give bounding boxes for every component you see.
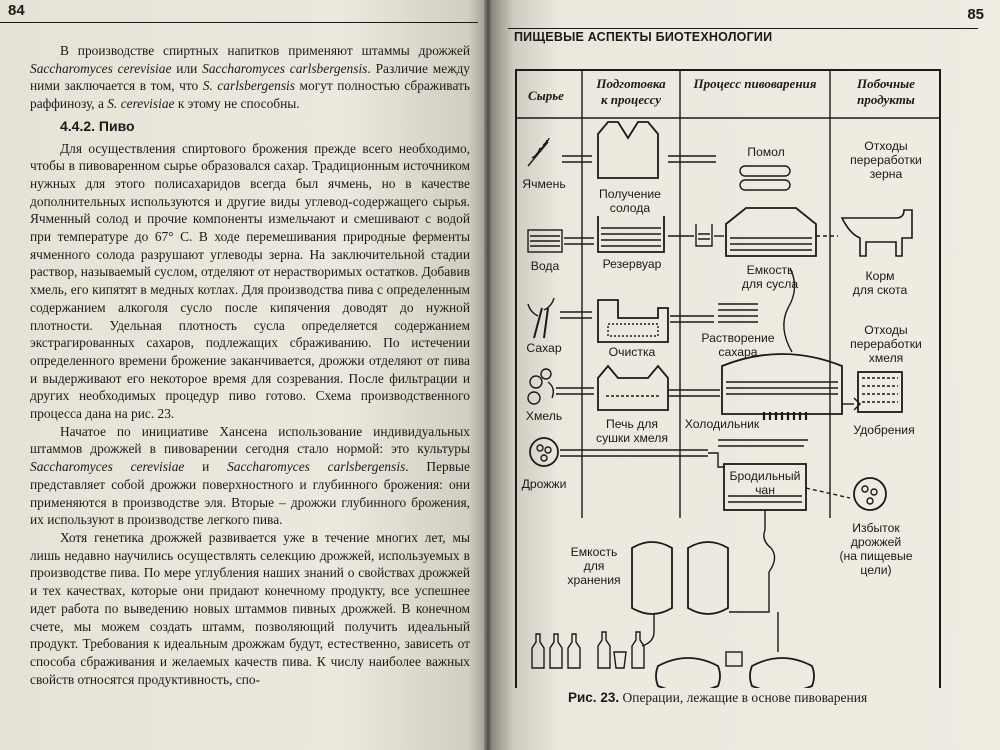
keg-icon	[726, 652, 742, 666]
species-name: S. carlsbergensis	[202, 78, 295, 94]
process-label-milling: Помол	[747, 145, 785, 159]
species-name: Saccharomyces carlsbergensis	[227, 459, 406, 475]
raw-label-hops: Хмель	[525, 409, 563, 423]
page-number-left: 84	[8, 2, 25, 19]
prep-label-malting: Получение	[599, 187, 661, 201]
caption-text: Операции, лежащие в основе пивоварения	[619, 690, 868, 705]
prep-label-hop-kiln: сушки хмеля	[595, 431, 669, 445]
body-paragraph-2	[30, 423, 470, 529]
byproduct-label-feed: Корм	[865, 269, 895, 283]
intro-text: или	[171, 60, 203, 76]
column-header-byproducts: продукты	[857, 92, 915, 107]
figure-caption	[568, 690, 988, 706]
prep-label-hop-kiln: Печь для	[605, 417, 659, 431]
process-label-fermenter: Бродильный	[729, 469, 801, 483]
prep-label-purification: Очистка	[608, 345, 656, 359]
intro-text: к этому не способны.	[174, 96, 300, 112]
process-label-storage: Емкость	[570, 545, 618, 559]
header-rule-left	[0, 22, 478, 23]
byproduct-label-grain-waste: Отходы	[864, 139, 908, 153]
byproduct-label-excess-yeast: дрожжей	[850, 535, 902, 549]
column-header-byproducts: Побочные	[857, 76, 915, 91]
storage-tank-icon	[688, 542, 728, 614]
diagram-canvas	[508, 48, 978, 688]
byproduct-label-hop-waste: хмеля	[868, 351, 904, 365]
species-name: Saccharomyces cerevisiae	[30, 60, 172, 76]
column-header-process: Процесс пивоварения	[693, 76, 817, 91]
small-water-tank-icon	[696, 224, 712, 246]
intro-text: могут полностью сбраживать раффинозу, а	[30, 78, 470, 112]
flow-line	[806, 488, 850, 498]
process-label-dissolution: сахара	[718, 345, 758, 359]
brew-kettle-icon	[722, 354, 842, 414]
column-header-prep: Подготовка	[596, 76, 666, 91]
paragraph-text: Начатое по инициативе Хансена использование индивидуальных штаммов дрожжей в пивоварении сегодня стало нормой: это культуры	[30, 423, 470, 457]
page-number-right: 85	[967, 6, 984, 23]
wavy-pipe	[642, 614, 654, 646]
process-label-wort-vessel: Емкость	[746, 263, 794, 277]
reservoir-icon	[598, 216, 664, 252]
column-header-prep: к процессу	[600, 92, 662, 107]
prep-label-reservoir: Резервуар	[602, 257, 662, 271]
arrow-head	[854, 398, 860, 410]
raw-label-sugar: Сахар	[526, 341, 562, 355]
barley-icon	[528, 138, 549, 166]
byproduct-label-excess-yeast: (на пищевые	[839, 549, 913, 563]
byproduct-label-hop-waste: переработки	[850, 337, 922, 351]
cow-icon	[842, 210, 912, 256]
process-label-storage: для	[583, 559, 605, 573]
yeast-icon	[530, 438, 558, 466]
paragraph-text: . Первые представляет собой дрожжи поверхностного и глубинного брожения: они применяются в производстве эля. Вторые – дрожжи глубинного брожения, их используют в производстве легкого пива.	[30, 459, 470, 528]
running-head: ПИЩЕВЫЕ АСПЕКТЫ БИОТЕХНОЛОГИИ	[514, 30, 773, 44]
barrel-icon	[656, 658, 720, 688]
byproduct-label-hop-waste: Отходы	[864, 323, 908, 337]
byproduct-label-grain-waste: переработки	[850, 153, 922, 167]
prep-label-malting: солода	[609, 201, 651, 215]
raw-label-barley: Ячмень	[522, 177, 566, 191]
mill-rollers-icon	[740, 166, 790, 190]
species-name: S. cerevisiae	[107, 96, 175, 112]
storage-tank-icon	[632, 542, 672, 614]
intro-paragraph	[30, 42, 470, 113]
wavy-pipe	[729, 510, 775, 612]
process-label-cooler: Холодильник	[684, 417, 760, 431]
body-paragraph-1: Для осуществления спиртового брожения прежде всего необходимо, чтобы в пивоваренном сырье образовался сахар. Традиционным источником нужных для этого полисахаридов всегда был ячмень, но в качестве дополнительных используются и другие виды углевод-содержащего сырья. Ячменный солод и прочие компоненты измельчают и смешивают с водой при температуре до 67° С. В ходе перемешивания природные ферменты ячменного солода разрушают углеводы зерна. На заключительной стадии раствор, называемый суслом, отделяют от нерастворимых остатков. Добавив хмель, его кипятят в медных котлах. Для производства пива с определенным содержанием алкоголя сусло после кипячения доводят до нужной плотности. Удельная плотность сусла определяется содержанием экстрагированных сахаров, подлежащих сбраживанию. По истечении определенного времени брожение заканчивается, дрожжи отделяют от пива и выдерживают его некоторое время для созревания. После фильтрации и других необходимых процедур пиво готово. Схема производственного процесса дана на рис. 23.	[30, 140, 470, 422]
hops-icon	[528, 369, 553, 404]
water-icon	[528, 230, 562, 252]
raw-label-water: Вода	[530, 259, 560, 273]
section-heading: 4.4.2. Пиво	[60, 117, 135, 134]
byproduct-label-feed: для скота	[852, 283, 908, 297]
right-page	[488, 0, 1000, 750]
header-rule-right	[508, 28, 978, 29]
sugar-cane-icon	[528, 298, 554, 338]
left-page	[0, 0, 488, 750]
paragraph-text: и	[184, 459, 228, 475]
process-label-fermenter: чан	[755, 483, 775, 497]
book-gutter	[484, 0, 492, 750]
byproduct-label-grain-waste: зерна	[869, 167, 903, 181]
process-label-wort-vessel: для сусла	[741, 277, 799, 291]
species-name: Saccharomyces cerevisiae	[30, 459, 185, 475]
wort-vessel-icon	[726, 208, 816, 256]
intro-text: . Различие между ними заключается в том, что	[30, 60, 470, 94]
flow-line	[708, 453, 724, 467]
brewing-diagram	[508, 48, 978, 688]
raw-label-yeast: Дрожжи	[521, 477, 567, 491]
caption-label: Рис. 23.	[568, 690, 620, 705]
hop-kiln-icon	[598, 366, 668, 410]
bottles-icon	[532, 632, 644, 668]
excess-yeast-icon	[854, 478, 886, 510]
malting-tank-icon	[598, 122, 658, 178]
barrel-icon	[750, 658, 814, 688]
column-header-raw: Сырье	[528, 88, 564, 103]
species-name: Saccharomyces carlsbergensis	[202, 60, 368, 76]
byproduct-label-excess-yeast: Избыток	[852, 521, 900, 535]
body-paragraph-3: Хотя генетика дрожжей развивается уже в течение многих лет, мы лишь недавно научились осуществлять селекцию дрожжей, используемых в производстве пива. По мере углубления наших знаний о свойствах дрожжей и тех качествах, которые они придают конечному продукту, все успешнее идет работа по выведению новых штаммов пивных дрожжей. В конечном счете, мы можем создать штамм, позволяющий получить идеальный продукт. Требования к идеальным дрожжам будут, естественно, зависеть от способа сбраживания и желаемых качеств пива. К числу наиболее важных свойств относятся продуктивность, спо-	[30, 529, 470, 687]
byproduct-label-excess-yeast: цели)	[860, 563, 892, 577]
dissolution-lines-icon	[718, 304, 758, 322]
process-label-storage: хранения	[567, 573, 621, 587]
process-label-dissolution: Растворение	[701, 331, 775, 345]
byproduct-label-fertilizer: Удобрения	[853, 423, 915, 437]
intro-text: В производстве спиртных напитков применяют штаммы дрожжей	[60, 43, 470, 58]
fertilizer-pattern	[862, 378, 898, 402]
left-page-body	[30, 42, 470, 688]
purification-tank-icon	[598, 300, 668, 342]
